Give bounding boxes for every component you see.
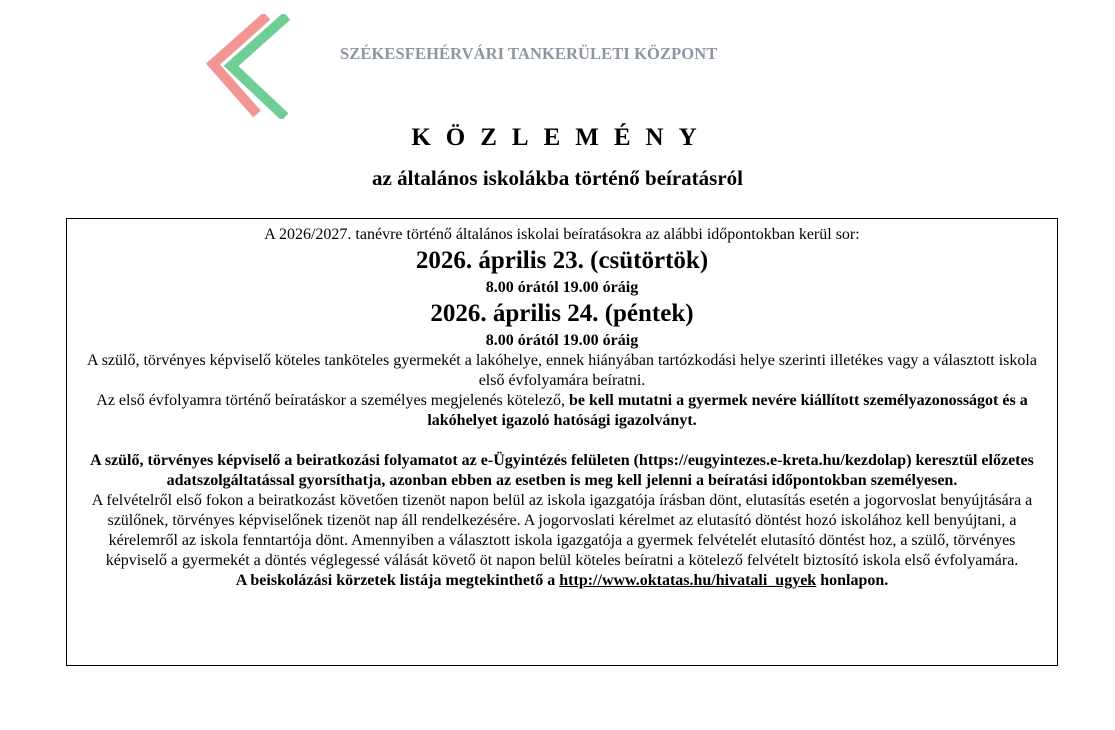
enrollment-date-1: 2026. április 23. (csütörtök) bbox=[415, 247, 709, 274]
districts-text: A beiskolázási körzetek listája megtekinthető a bbox=[235, 572, 560, 589]
notice-paragraph-eugyintezes: A szülő, törvényes képviselő a beiratkozási folyamatot az e-Ügyintézés felületen (https://eugyintezes.e-kreta.hu/kezdolap) keresztül előzetes adatszolgáltatással gyorsíthatja, azonban ebben az esetben is meg kell jelenni a beíratási időpontokban személyesen. bbox=[90, 452, 1034, 489]
enrollment-date-2: 2026. április 24. (péntek) bbox=[430, 300, 694, 327]
districts-text-end: honlapon. bbox=[816, 572, 889, 589]
documents-required-text: be kell mutatni a gyermek nevére kiállított személyazonosságot és a lakóhelyet igazoló hatósági igazolványt. bbox=[427, 392, 1028, 429]
notice-paragraph-documents bbox=[79, 391, 1045, 431]
tankerulet-logo-icon bbox=[205, 14, 290, 119]
notice-intro: A 2026/2027. tanévre történő általános iskolai beíratásokra az alábbi időpontokban kerül sor: bbox=[264, 226, 860, 243]
page-title: KÖZLEMÉNY bbox=[411, 124, 712, 151]
enrollment-time-2: 8.00 órától 19.00 óráig bbox=[485, 332, 639, 349]
notice-box bbox=[66, 218, 1058, 666]
documents-text: Az első évfolyamra történő beíratáskor a személyes megjelenés kötelező, bbox=[96, 392, 569, 409]
notice-paragraph-districts bbox=[79, 571, 1045, 591]
enrollment-time-1: 8.00 órától 19.00 óráig bbox=[485, 279, 639, 296]
page-subtitle: az általános iskolákba történő beíratásról bbox=[372, 166, 743, 190]
organization-name: SZÉKESFEHÉRVÁRI TANKERÜLETI KÖZPONT bbox=[340, 44, 718, 63]
notice-paragraph-appeal: A felvételről első fokon a beiratkozást követően tizenöt napon belül az iskola igazgatója írásban dönt, elutasítás esetén a jogorvoslat benyújtására a szülőnek, törvényes képviselőnek tizenöt nap áll rendelkezésére. A jogorvoslati kérelmet az elutasító döntést hozó iskolához kell benyújtani, a kérelemről az iskola fenntartója dönt. Amennyiben a választott iskola igazgatója a gyermek felvételét elutasító döntést hoz, a szülő, törvényes képviselő a gyermekét a döntés véglegessé válását követő öt napon belül köteles beíratni a kötelező felvételt biztosító iskola első évfolyamára. bbox=[91, 492, 1033, 569]
oktatas-link[interactable]: http://www.oktatas.hu/hivatali_ugyek bbox=[559, 572, 817, 589]
notice-paragraph-obligation: A szülő, törvényes képviselő köteles tanköteles gyermekét a lakóhelye, ennek hiányában tartózkodási helye szerinti illetékes vagy a választott iskola első évfolyamára beíratni. bbox=[87, 352, 1037, 389]
